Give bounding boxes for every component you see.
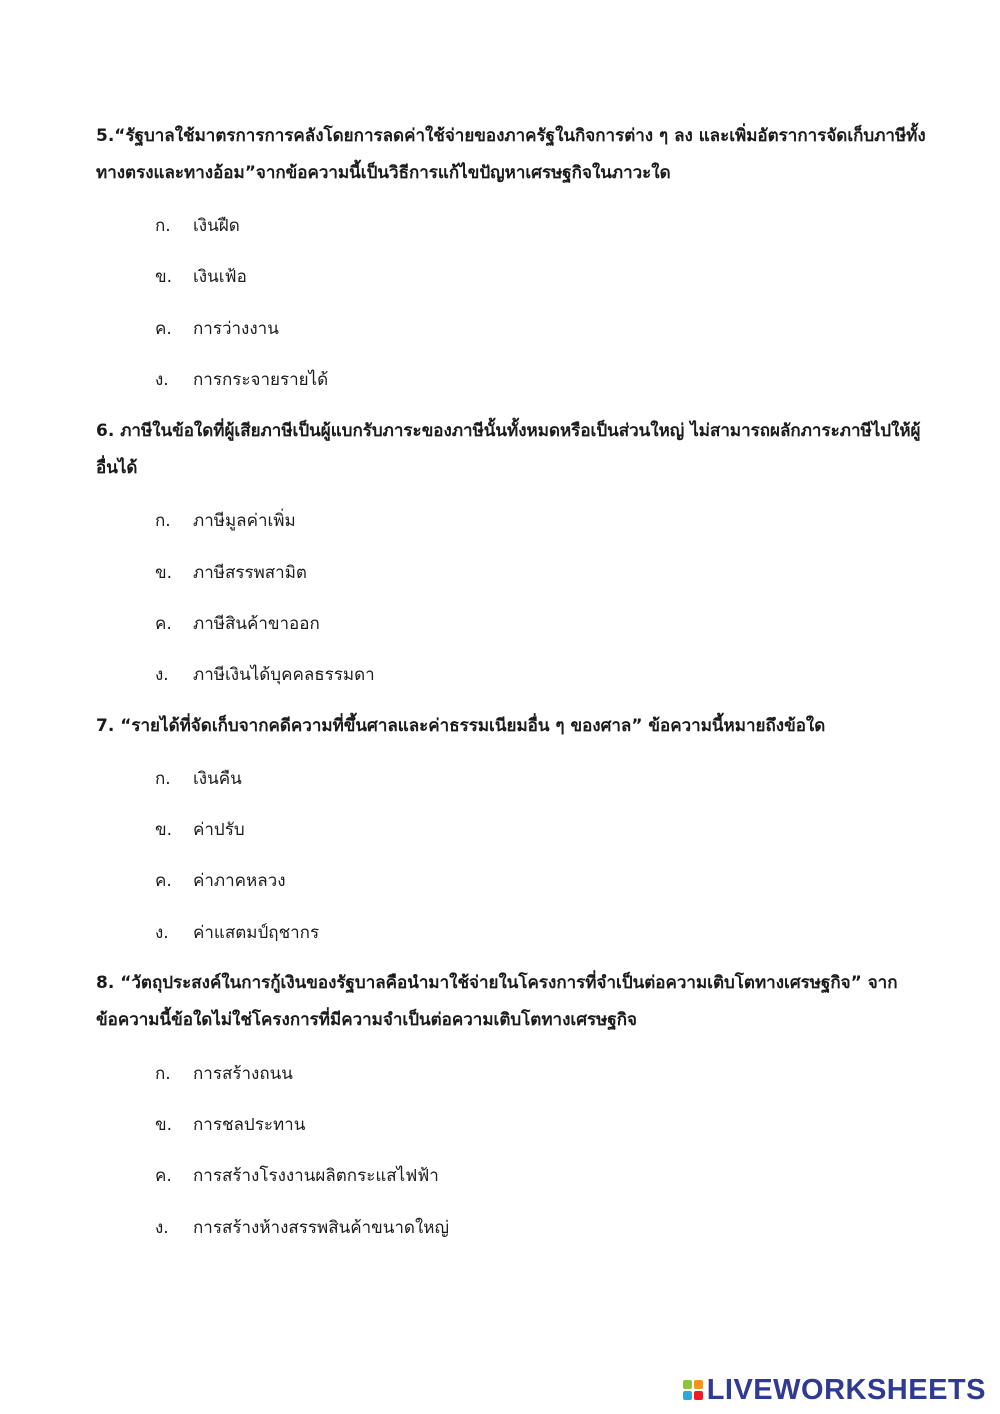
option-letter: ค. <box>155 614 172 634</box>
question-8-option-c[interactable] <box>155 1164 439 1188</box>
logo-square-3 <box>683 1391 692 1400</box>
question-8-option-a[interactable] <box>155 1062 293 1086</box>
option-text: การสร้างถนน <box>193 1064 293 1084</box>
option-text: เงินเฟ้อ <box>193 267 247 287</box>
question-6-option-c[interactable] <box>155 612 320 636</box>
question-7-option-d[interactable] <box>155 921 319 945</box>
question-5-option-d[interactable] <box>155 368 328 392</box>
option-text: ภาษีมูลค่าเพิ่ม <box>193 511 296 531</box>
option-text: เงินคืน <box>193 769 242 789</box>
option-letter: ง. <box>155 665 169 685</box>
question-5-text: 5.“รัฐบาลใช้มาตรการการคลังโดยการลดค่าใช้จ่ายของภาครัฐในกิจการต่าง ๆ ลง และเพิ่มอัตราการจัดเก็บภาษีทั้งทางตรงและทางอ้อม”จากข้อความนี้เป็นวิธีการแก้ไขปัญหาเศรษฐกิจในภาวะใด <box>96 126 926 183</box>
option-letter: ค. <box>155 1166 172 1186</box>
option-text: การว่างงาน <box>193 319 279 339</box>
question-5-option-a[interactable] <box>155 214 240 238</box>
question-7-option-b[interactable] <box>155 818 245 842</box>
liveworksheets-logo-icon <box>683 1380 703 1400</box>
option-text: การสร้างห้างสรรพสินค้าขนาดใหญ่ <box>193 1218 449 1238</box>
option-text: การกระจายรายได้ <box>193 370 329 390</box>
question-7-option-c[interactable] <box>155 869 286 893</box>
option-letter: ข. <box>155 820 173 840</box>
question-5-option-c[interactable] <box>155 317 279 341</box>
option-text: ค่าภาคหลวง <box>193 871 286 891</box>
option-text: ค่าแสตมป์ฤชากร <box>193 923 320 943</box>
liveworksheets-logo[interactable] <box>683 1374 986 1406</box>
question-5-option-b[interactable] <box>155 265 247 289</box>
option-text: ภาษีสรรพสามิต <box>193 563 307 583</box>
option-letter: ข. <box>155 267 173 287</box>
question-6-option-a[interactable] <box>155 509 296 533</box>
question-7-option-a[interactable] <box>155 767 242 791</box>
question-6-option-d[interactable] <box>155 663 375 687</box>
question-6-option-b[interactable] <box>155 561 307 585</box>
logo-text: LIVEWORKSHEETS <box>706 1373 986 1406</box>
option-text: ภาษีเงินได้บุคคลธรรมดา <box>193 665 375 685</box>
option-text: การชลประทาน <box>193 1115 306 1135</box>
option-letter: ข. <box>155 1115 173 1135</box>
option-letter: ก. <box>155 769 171 789</box>
question-7-text: 7. “รายได้ที่จัดเก็บจากคดีความที่ขึ้นศาลและค่าธรรมเนียมอื่น ๆ ของศาล” ข้อความนี้หมายถึงข้อใด <box>96 716 826 736</box>
question-8-text: 8. “วัตถุประสงค์ในการกู้เงินของรัฐบาลคือนำมาใช้จ่ายในโครงการที่จำเป็นต่อความเติบโตทางเศรษฐกิจ” จากข้อความนี้ข้อใดไม่ใช่โครงการที่มีความจำเป็นต่อความเติบโตทางเศรษฐกิจ <box>96 973 898 1030</box>
question-8-option-d[interactable] <box>155 1216 449 1240</box>
option-text: เงินฝืด <box>193 216 240 236</box>
option-text: ภาษีสินค้าขาออก <box>193 614 320 634</box>
option-letter: ง. <box>155 1218 169 1238</box>
option-letter: ก. <box>155 511 171 531</box>
logo-square-4 <box>694 1391 703 1400</box>
option-letter: ก. <box>155 1064 171 1084</box>
option-letter: ข. <box>155 563 173 583</box>
option-letter: ค. <box>155 319 172 339</box>
question-6-text: 6. ภาษีในข้อใดที่ผู้เสียภาษีเป็นผู้แบกรับภาระของภาษีนั้นทั้งหมดหรือเป็นส่วนใหญ่ ไม่สามารถผลักภาระภาษีไปให้ผู้อื่นได้ <box>96 421 921 478</box>
option-letter: ก. <box>155 216 171 236</box>
option-text: การสร้างโรงงานผลิตกระแสไฟฟ้า <box>193 1166 439 1186</box>
logo-square-1 <box>683 1380 692 1389</box>
option-letter: ง. <box>155 370 169 390</box>
question-8-option-b[interactable] <box>155 1113 305 1137</box>
option-text: ค่าปรับ <box>193 820 245 840</box>
logo-square-2 <box>694 1380 703 1389</box>
option-letter: ค. <box>155 871 172 891</box>
option-letter: ง. <box>155 923 169 943</box>
